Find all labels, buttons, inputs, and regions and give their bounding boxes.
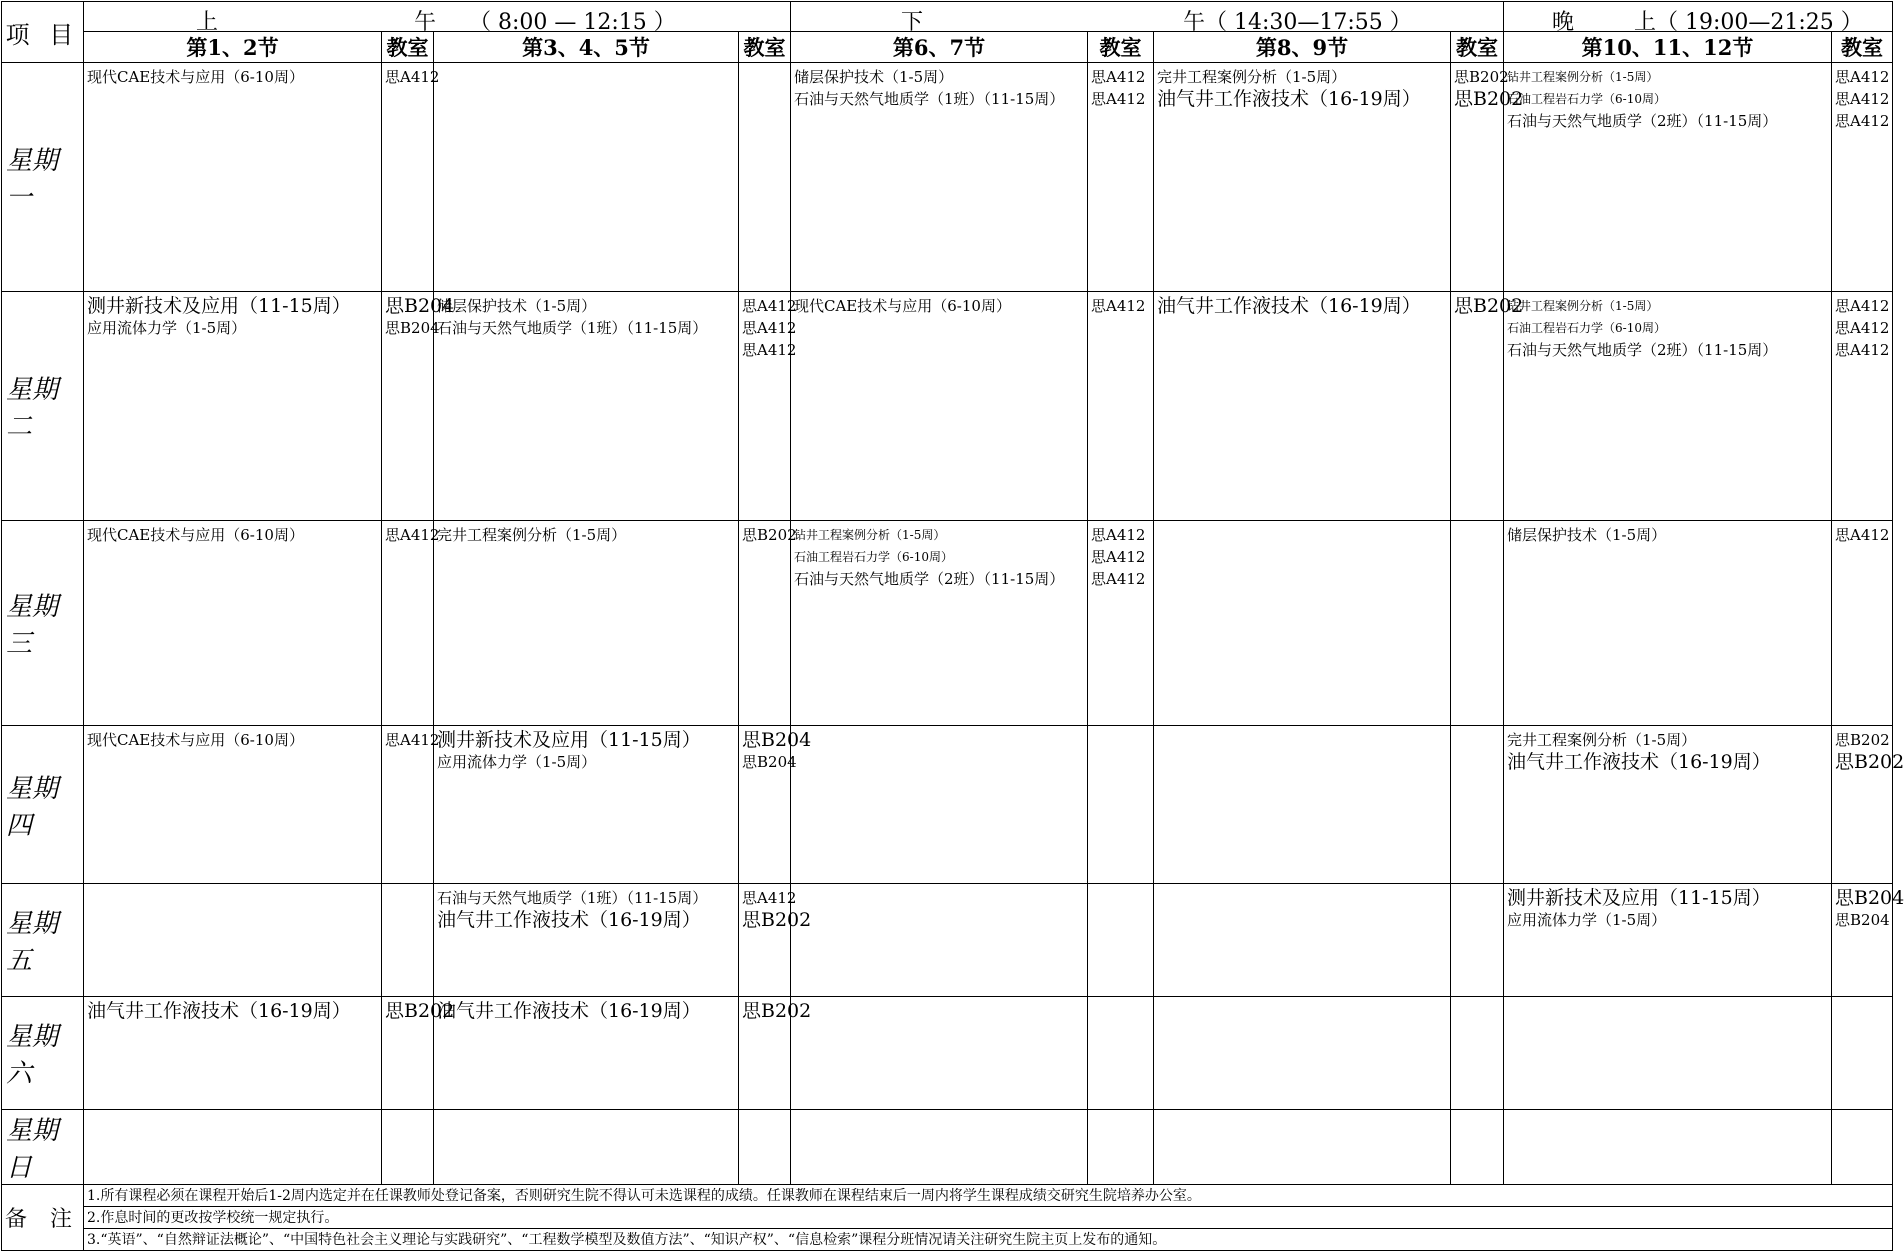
course-cell [791, 292, 1088, 521]
course-cell [434, 521, 739, 726]
classroom-cell [1451, 292, 1524, 521]
classroom-cell [382, 726, 440, 884]
course-cell [84, 884, 382, 997]
remark-note: 2.作息时间的更改按学校统一规定执行。 [84, 1207, 1893, 1229]
course-cell [791, 997, 1088, 1110]
classroom-cell [1832, 726, 1904, 884]
day-label: 星期六 [2, 997, 84, 1110]
course-cell [791, 726, 1088, 884]
classroom-entry: 思B202 [742, 526, 797, 544]
course-cell [84, 997, 382, 1110]
classroom-cell [382, 292, 455, 521]
course-entry: 油气井工作液技术（16-19周） [1157, 295, 1421, 317]
course-cell [434, 63, 739, 292]
classroom-cell [1088, 884, 1154, 997]
section-header: 第1、2节 [84, 32, 382, 63]
classroom-cell [1451, 884, 1504, 997]
course-cell [1154, 726, 1451, 884]
day-row [2, 521, 1893, 726]
classroom-header: 教室 [1451, 32, 1504, 63]
course-entry: 现代CAE技术与应用（6-10周） [87, 526, 304, 544]
classroom-entry: 思A412 [1835, 341, 1890, 359]
classroom-cell [1088, 63, 1154, 292]
course-cell [1504, 997, 1832, 1110]
course-entry: 测井新技术及应用（11-15周） [87, 295, 351, 317]
header-period-row [2, 2, 1893, 32]
course-entry: 现代CAE技术与应用（6-10周） [87, 731, 304, 749]
course-cell [1504, 292, 1832, 521]
classroom-cell [739, 521, 797, 726]
course-entry: 钻井工程案例分析（1-5周） [1507, 70, 1659, 84]
classroom-entry: 思A412 [1835, 90, 1890, 108]
classroom-entry: 思B202 [1835, 751, 1904, 773]
classroom-cell [1832, 1110, 1893, 1185]
course-cell [434, 997, 739, 1110]
classroom-cell [739, 1110, 791, 1185]
day-label: 星期三 [2, 521, 84, 726]
course-entry: 储层保护技术（1-5周） [1507, 526, 1667, 544]
classroom-entry: 思B202 [1454, 295, 1524, 317]
remark-note: 1.所有课程必须在课程开始后1-2周内选定并在任课教师处登记备案，否则研究生院不得认可未选课程的成绩。任课教师在课程结束后一周内将学生课程成绩交研究生院培养办公室。 [84, 1185, 1893, 1207]
course-entry: 完井工程案例分析（1-5周） [1157, 68, 1347, 86]
classroom-cell [1451, 1110, 1504, 1185]
classroom-entry: 思A412 [385, 731, 440, 749]
afternoon-label-a: 下 [901, 10, 924, 35]
section-header: 第8、9节 [1154, 32, 1451, 63]
course-cell [791, 884, 1088, 997]
classroom-cell [1451, 726, 1504, 884]
classroom-entry: 思A412 [1091, 297, 1146, 315]
course-entry: 储层保护技术（1-5周） [794, 68, 954, 86]
classroom-entry: 思A412 [1835, 112, 1890, 130]
course-entry: 测井新技术及应用（11-15周） [1507, 887, 1771, 909]
header-section-row [2, 32, 1893, 63]
classroom-cell [739, 997, 812, 1110]
classroom-cell [739, 726, 812, 884]
item-header: 项 目 [2, 2, 84, 63]
classroom-entry: 思B204 [742, 753, 797, 771]
course-entry: 石油工程岩石力学（6-10周） [794, 550, 953, 564]
course-cell [84, 726, 382, 884]
course-cell [1504, 884, 1832, 997]
classroom-cell [382, 521, 440, 726]
course-entry: 完井工程案例分析（1-5周） [1507, 731, 1697, 749]
course-cell [791, 521, 1088, 726]
classroom-entry: 思A412 [742, 889, 797, 907]
classroom-cell [1832, 884, 1904, 997]
course-entry: 完井工程案例分析（1-5周） [437, 526, 627, 544]
course-entry: 石油工程岩石力学（6-10周） [1507, 321, 1666, 335]
course-entry: 现代CAE技术与应用（6-10周） [87, 68, 304, 86]
classroom-entry: 思A412 [742, 341, 797, 359]
morning-label-a: 上 [196, 10, 219, 35]
course-entry: 油气井工作液技术（16-19周） [1157, 88, 1421, 110]
classroom-entry: 思B202 [385, 1000, 455, 1022]
classroom-cell [1088, 521, 1154, 726]
classroom-entry: 思B204 [385, 319, 440, 337]
classroom-entry: 思A412 [1091, 548, 1146, 566]
course-entry: 石油与天然气地质学（2班）（11-15周） [1507, 341, 1778, 359]
classroom-entry: 思A412 [1091, 570, 1146, 588]
course-cell [434, 1110, 739, 1185]
classroom-entry: 思A412 [742, 319, 797, 337]
course-cell [1504, 521, 1832, 726]
classroom-header: 教室 [1088, 32, 1154, 63]
classroom-cell [1088, 292, 1154, 521]
course-entry: 石油工程岩石力学（6-10周） [1507, 92, 1666, 106]
day-label: 星期一 [2, 63, 84, 292]
remarks-label: 备 注 [2, 1185, 84, 1251]
remark-row [2, 1185, 1893, 1207]
classroom-entry: 思B204 [1835, 887, 1904, 909]
course-cell [1154, 292, 1451, 521]
classroom-cell [1088, 726, 1154, 884]
day-label: 星期五 [2, 884, 84, 997]
classroom-entry: 思A412 [1091, 68, 1146, 86]
day-row [2, 292, 1893, 521]
day-label: 星期日 [2, 1110, 84, 1185]
classroom-cell [382, 63, 440, 292]
course-entry: 油气井工作液技术（16-19周） [437, 1000, 701, 1022]
evening-label-a: 晚 [1552, 10, 1575, 35]
day-row [2, 726, 1893, 884]
course-entry: 石油与天然气地质学（1班）（11-15周） [437, 889, 708, 907]
course-entry: 应用流体力学（1-5周） [87, 319, 247, 337]
course-cell [1154, 521, 1451, 726]
classroom-cell [1088, 1110, 1154, 1185]
course-entry: 石油与天然气地质学（2班）（11-15周） [794, 570, 1065, 588]
course-entry: 石油与天然气地质学（1班）（11-15周） [437, 319, 708, 337]
classroom-entry: 思A412 [1835, 68, 1890, 86]
course-cell [434, 726, 739, 884]
classroom-cell [382, 997, 455, 1110]
classroom-entry: 思B202 [1454, 88, 1524, 110]
classroom-cell [1451, 63, 1524, 292]
course-cell [1154, 1110, 1451, 1185]
classroom-entry: 思A412 [385, 526, 440, 544]
day-row [2, 884, 1893, 997]
evening-label-b: 上（ 19:00—21:25 ） [1634, 10, 1863, 35]
day-label: 星期二 [2, 292, 84, 521]
classroom-header: 教室 [739, 32, 791, 63]
classroom-cell [1832, 292, 1893, 521]
course-cell [84, 1110, 382, 1185]
classroom-header: 教室 [1832, 32, 1893, 63]
afternoon-header [791, 2, 1504, 35]
classroom-entry: 思A412 [1091, 526, 1146, 544]
day-row [2, 997, 1893, 1110]
course-cell [1154, 63, 1451, 292]
classroom-cell [382, 1110, 434, 1185]
classroom-cell [382, 884, 434, 997]
classroom-entry: 思B202 [1454, 68, 1509, 86]
course-entry: 应用流体力学（1-5周） [437, 753, 597, 771]
course-cell [1154, 884, 1451, 997]
classroom-entry: 思A412 [1091, 90, 1146, 108]
course-cell [434, 292, 739, 521]
classroom-entry: 思A412 [1835, 526, 1890, 544]
evening-header [1504, 2, 1893, 35]
classroom-cell [1451, 521, 1504, 726]
classroom-entry: 思A412 [385, 68, 440, 86]
course-cell [1504, 726, 1832, 884]
course-cell [434, 884, 739, 997]
classroom-cell [1832, 63, 1893, 292]
classroom-entry: 思A412 [742, 297, 797, 315]
remark-note: 3.“英语”、“自然辩证法概论”、“中国特色社会主义理论与实践研究”、“工程数学模型及数值方法”、“知识产权”、“信息检索”课程分班情况请关注研究生院主页上发布的通知。 [84, 1229, 1893, 1251]
course-cell [791, 63, 1088, 292]
course-cell [84, 63, 382, 292]
classroom-cell [1451, 997, 1504, 1110]
course-entry: 钻井工程案例分析（1-5周） [1507, 299, 1659, 313]
course-entry: 油气井工作液技术（16-19周） [1507, 751, 1771, 773]
course-cell [1154, 997, 1451, 1110]
classroom-entry: 思B202 [742, 1000, 812, 1022]
morning-header [84, 2, 791, 35]
remark-row [2, 1229, 1893, 1251]
course-entry: 石油与天然气地质学（2班）（11-15周） [1507, 112, 1778, 130]
course-entry: 现代CAE技术与应用（6-10周） [794, 297, 1011, 315]
classroom-cell [739, 292, 797, 521]
classroom-cell [1832, 521, 1893, 726]
classroom-cell [739, 63, 791, 292]
course-cell [1504, 63, 1832, 292]
morning-label-b: 午 [414, 10, 437, 35]
course-entry: 测井新技术及应用（11-15周） [437, 729, 701, 751]
course-entry: 油气井工作液技术（16-19周） [437, 909, 701, 931]
day-row [2, 63, 1893, 292]
course-entry: 油气井工作液技术（16-19周） [87, 1000, 351, 1022]
section-header: 第3、4、5节 [434, 32, 739, 63]
classroom-cell [739, 884, 812, 997]
classroom-entry: 思B202 [1835, 731, 1890, 749]
course-entry: 储层保护技术（1-5周） [437, 297, 597, 315]
section-header: 第6、7节 [791, 32, 1088, 63]
course-cell [84, 521, 382, 726]
classroom-entry: 思B202 [742, 909, 812, 931]
course-entry: 应用流体力学（1-5周） [1507, 911, 1667, 929]
classroom-header: 教室 [382, 32, 434, 63]
classroom-cell [1088, 997, 1154, 1110]
day-label: 星期四 [2, 726, 84, 884]
classroom-entry: 思B204 [385, 295, 455, 317]
classroom-entry: 思A412 [1835, 319, 1890, 337]
course-entry: 石油与天然气地质学（1班）（11-15周） [794, 90, 1065, 108]
course-cell [1504, 1110, 1832, 1185]
classroom-cell [1832, 997, 1893, 1110]
course-entry: 钻井工程案例分析（1-5周） [794, 528, 946, 542]
afternoon-label-b: 午（ 14:30—17:55 ） [1183, 10, 1412, 35]
timetable [1, 1, 1904, 1251]
course-cell [84, 292, 382, 521]
classroom-entry: 思A412 [1835, 297, 1890, 315]
course-cell [791, 1110, 1088, 1185]
remark-row [2, 1207, 1893, 1229]
classroom-entry: 思B204 [1835, 911, 1890, 929]
section-header: 第10、11、12节 [1504, 32, 1832, 63]
morning-time: （ 8:00 — 12:15 ） [469, 10, 676, 35]
classroom-entry: 思B204 [742, 729, 812, 751]
day-row [2, 1110, 1893, 1185]
